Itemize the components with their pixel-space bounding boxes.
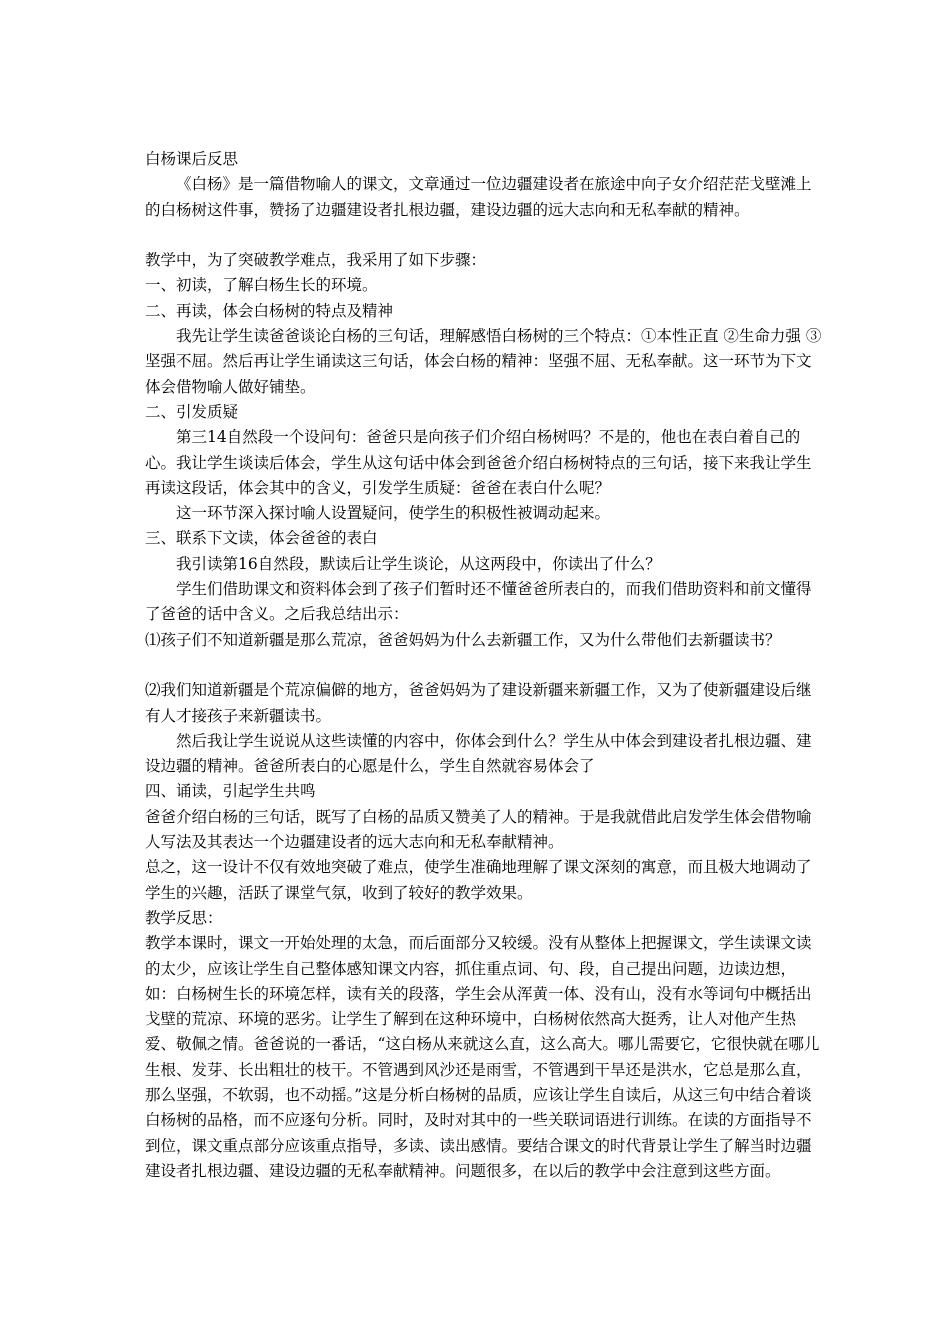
document-body — [145, 147, 825, 1184]
step-3-paragraph-1: 第三14自然段一个设问句：爸爸只是向孩子们介绍白杨树吗？不是的，他也在表白着自己的心。我让学生谈读后体会，学生从这句话中体会到爸爸介绍白杨树特点的三句话，接下来我让学生再读这段话，体会其中的含义，引发学生质疑：爸爸在表白什么呢？ — [145, 428, 812, 497]
step-heading-3: 二、引发质疑 — [145, 402, 239, 421]
step-5-paragraph: 爸爸介绍白杨的三句话，既写了白杨的品质又赞美了人的精神。于是我就借此启发学生体会借物喻人写法及其表达一个边疆建设者的远大志向和无私奉献精神。 — [145, 807, 812, 852]
step-heading-2: 二、再读，体会白杨树的特点及精神 — [145, 301, 394, 320]
step-3-paragraph-2: 这一环节深入探讨喻人设置疑问，使学生的积极性被调动起来。 — [176, 504, 611, 523]
point-1: ⑴孩子们不知道新疆是那么荒凉，爸爸妈妈为什么去新疆工作，又为什么带他们去新疆读书？ — [145, 630, 781, 649]
step-4-paragraph-1: 我引读第16自然段，默读后让学生谈论，从这两段中，你读出了什么？ — [176, 554, 661, 573]
reflection-paragraph: 教学本课时，课文一开始处理的太急，而后面部分又较缓。没有从整体上把握课文，学生读课文读的太少，应该让学生自己整体感知课文内容，抓住重点词、句、段，自己提出问题，边读边想，如：白杨树生长的环境怎样，读有关的段落，学生会从浑黄一体、没有山，没有水等词句中概括出戈壁的荒凉、环境的恶劣。让学生了解到在这种环境中，白杨树依然高大挺秀，让人对他产生热爱、敬佩之情。爸爸说的一番话，“这白杨从来就这么直，这么高大。哪儿需要它，它很快就在哪儿生根、发芽、长出粗壮的枝干。不管遇到风沙还是雨雪，不管遇到干旱还是洪水，它总是那么直，那么坚强，不软弱，也不动摇。”这是分析白杨树的品质，应该让学生自读后，从这三句中结合着谈白杨树的品格，而不应逐句分析。同时，及时对其中的一些关联词语进行训练。在读的方面指导不到位，课文重点部分应该重点指导，多读、读出感情。要结合课文的时代背景让学生了解当时边疆建设者扎根边疆、建设边疆的无私奉献精神。问题很多，在以后的教学中会注意到这些方面。 — [145, 934, 820, 1180]
summary-paragraph: 总之，这一设计不仅有效地突破了难点，使学生准确地理解了课文深刻的寓意，而且极大地调动了学生的兴趣，活跃了课堂气氛，收到了较好的教学效果。 — [145, 858, 812, 902]
intro-paragraph: 《白杨》是一篇借物喻人的课文，文章通过一位边疆建设者在旅途中向子女介绍茫茫戈壁滩上的白杨树这件事，赞扬了边疆建设者扎根边疆，建设边疆的远大志向和无私奉献的精神。 — [145, 175, 812, 219]
step-heading-1: 一、初读，了解白杨生长的环境。 — [145, 276, 378, 295]
blank-line — [145, 653, 825, 678]
point-2: ⑵我们知道新疆是个荒凉偏僻的地方，爸爸妈妈为了建设新疆来新疆工作，又为了使新疆建设后继有人才接孩子来新疆读书。 — [145, 681, 812, 725]
step-4-paragraph-2: 学生们借助课文和资料体会到了孩子们暂时还不懂爸爸所表白的，而我们借助资料和前文懂得了爸爸的话中含义。之后我总结出示： — [145, 580, 812, 624]
step-4-paragraph-3: 然后我让学生说说从这些读懂的内容中，你体会到什么？学生从中体会到建设者扎根边疆、建设边疆的精神。爸爸所表白的心愿是什么，学生自然就容易体会了 — [145, 731, 812, 776]
step-heading-5: 四、诵读，引起学生共鸣 — [145, 782, 316, 801]
blank-line — [145, 223, 825, 248]
step-heading-4: 三、联系下文读，体会爸爸的表白 — [145, 529, 378, 548]
step-2-paragraph: 我先让学生读爸爸谈论白杨的三句话，理解感悟白杨树的三个特点：①本性正直 ②生命力强 ③坚强不屈。然后再让学生诵读这三句话，体会白杨的精神：坚强不屈、无私奉献。这一环节为下文体会借物喻人做好铺垫。 — [145, 327, 822, 396]
steps-intro: 教学中，为了突破教学难点，我采用了如下步骤： — [145, 251, 487, 270]
reflection-heading: 教学反思： — [145, 908, 223, 927]
document-title: 白杨课后反思 — [145, 150, 239, 168]
